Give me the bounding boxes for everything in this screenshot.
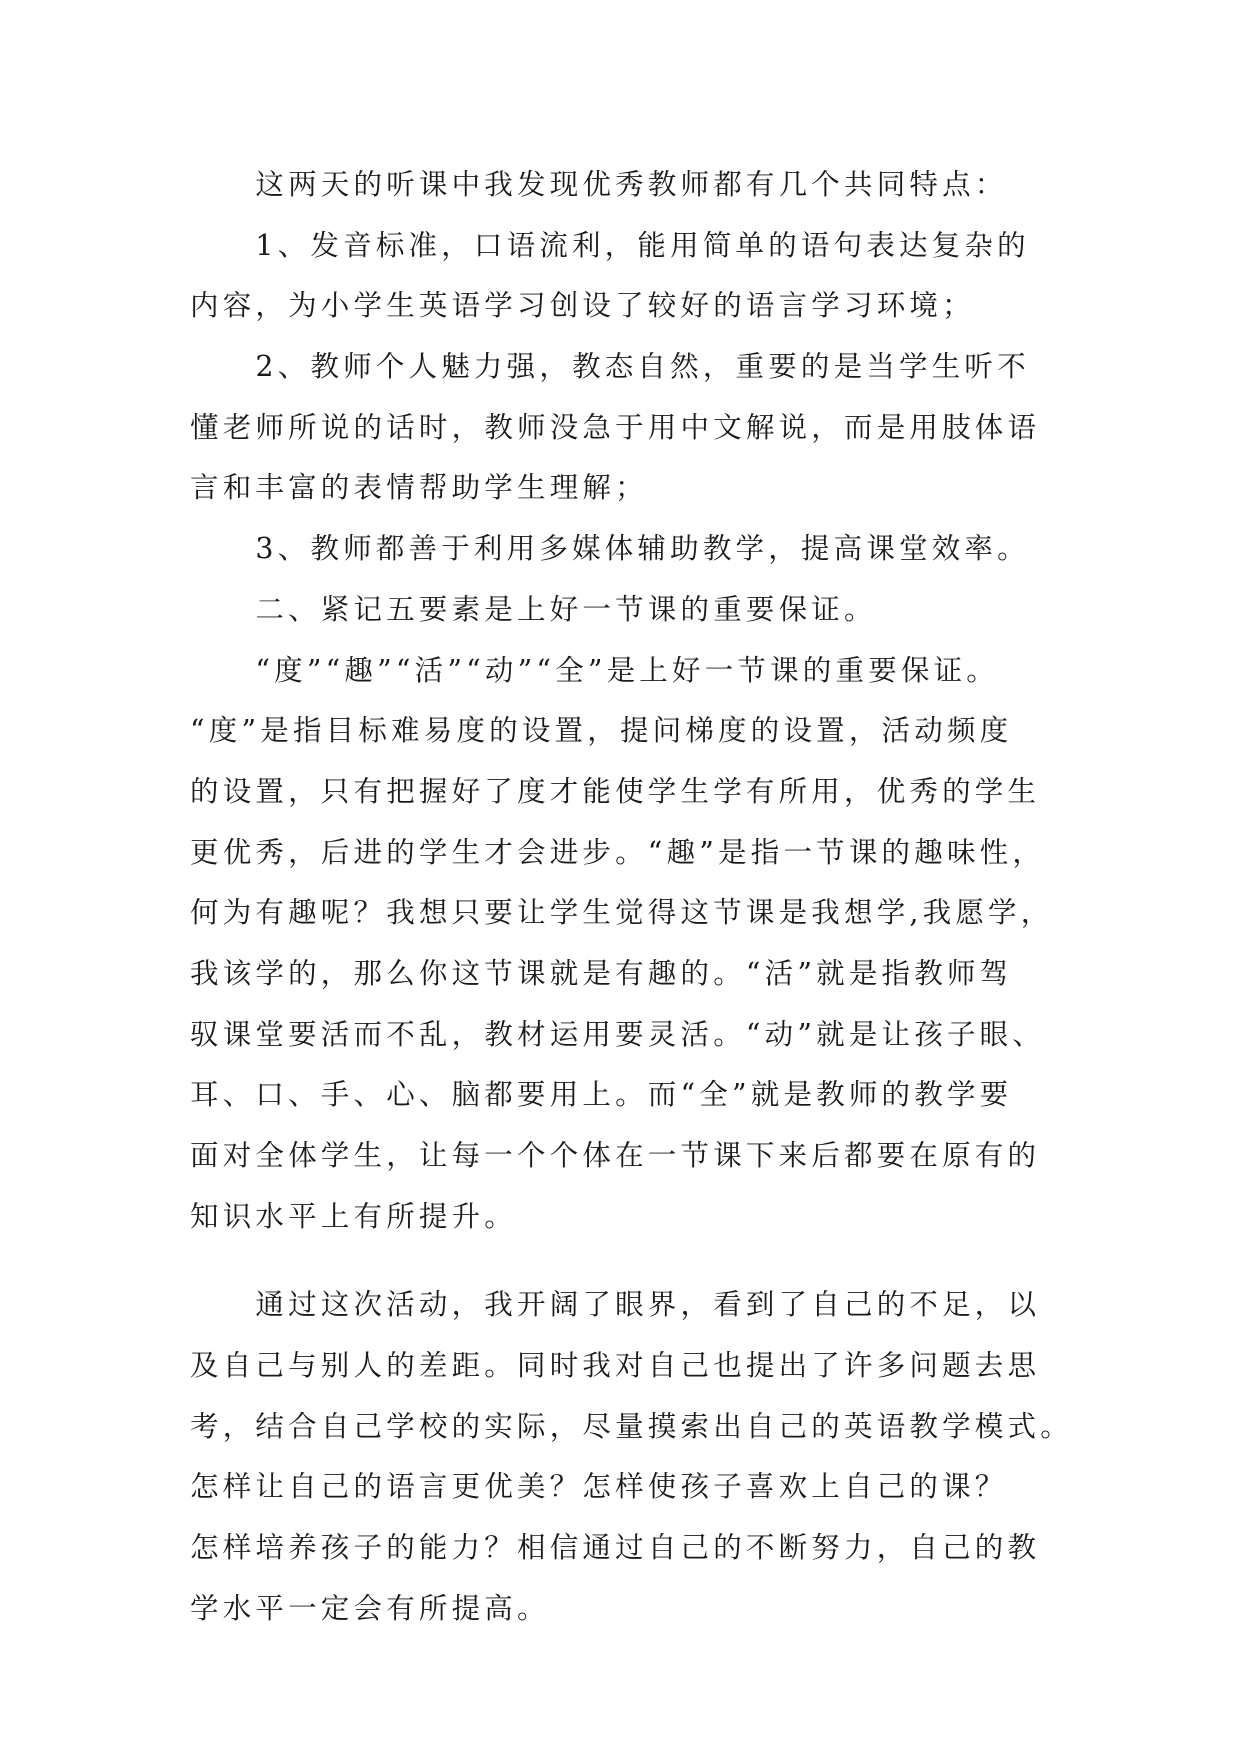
- text-line: 懂老师所说的话时，教师没急于用中文解说，而是用肢体语: [190, 410, 1041, 444]
- document-body: [190, 155, 1073, 1640]
- paragraph-point-2: [190, 337, 1056, 519]
- paragraph-five-elements: [190, 641, 1056, 1248]
- text-line: 及自己与别人的差距。同时我对自己也提出了许多问题去思: [190, 1349, 1041, 1383]
- text-line: 驭课堂要活而不乱，教材运用要灵活。“动”就是让孩子眼、: [190, 1017, 1046, 1051]
- text-line: 何为有趣呢？我想只要让学生觉得这节课是我想学,我愿学，: [190, 896, 1054, 930]
- text-line: 更优秀，后进的学生才会进步。“趣”是指一节课的趣味性，: [190, 835, 1046, 869]
- paragraph-intro: [190, 155, 1056, 216]
- text-line: 我该学的，那么你这节课就是有趣的。“活”就是指教师驾: [190, 956, 1013, 990]
- text-line: 内容，为小学生英语学习创设了较好的语言学习环境；: [190, 289, 975, 323]
- text-line: 这两天的听课中我发现优秀教师都有几个共同特点：: [190, 168, 1008, 201]
- text-line: 面对全体学生，让每一个个体在一节课下来后都要在原有的: [190, 1139, 1041, 1172]
- text-line: 考，结合自己学校的实际，尽量摸索出自己的英语教学模式。: [190, 1409, 1073, 1443]
- text-line: 言和丰富的表情帮助学生理解；: [190, 471, 648, 505]
- text-line: 2、教师个人魅力强，教态自然，重要的是当学生听不: [190, 350, 1030, 384]
- text-line: 怎样让自己的语言更优美？怎样使孩子喜欢上自己的课？: [190, 1470, 1008, 1504]
- text-line: 耳、口、手、心、脑都要用上。而“全”就是教师的教学要: [190, 1078, 1013, 1112]
- paragraph-gap: [190, 1247, 1056, 1275]
- text-line: 怎样培养孩子的能力？相信通过自己的不断努力，自己的教: [190, 1531, 1041, 1565]
- paragraph-conclusion: [190, 1275, 1073, 1639]
- text-line: 二、紧记五要素是上好一节课的重要保证。: [190, 592, 877, 626]
- paragraph-point-1: [190, 216, 1056, 337]
- text-line: 知识水平上有所提升。: [190, 1199, 518, 1233]
- text-line: “度”“趣”“活”“动”“全”是上好一节课的重要保证。: [190, 653, 1000, 687]
- text-line: 的设置，只有把握好了度才能使学生学有所用，优秀的学生: [190, 774, 1041, 808]
- text-line: 1、发音标准，口语流利，能用简单的语句表达复杂的: [190, 228, 1030, 262]
- section-heading-two: [190, 580, 1056, 641]
- text-line: 通过这次活动，我开阔了眼界，看到了自己的不足，以: [190, 1288, 1041, 1322]
- text-line: 学水平一定会有所提高。: [190, 1591, 550, 1625]
- text-line: “度”是指目标难易度的设置，提问梯度的设置，活动频度: [190, 714, 1013, 748]
- text-line: 3、教师都善于利用多媒体辅助教学，提高课堂效率。: [190, 532, 1030, 566]
- paragraph-point-3: [190, 519, 1056, 580]
